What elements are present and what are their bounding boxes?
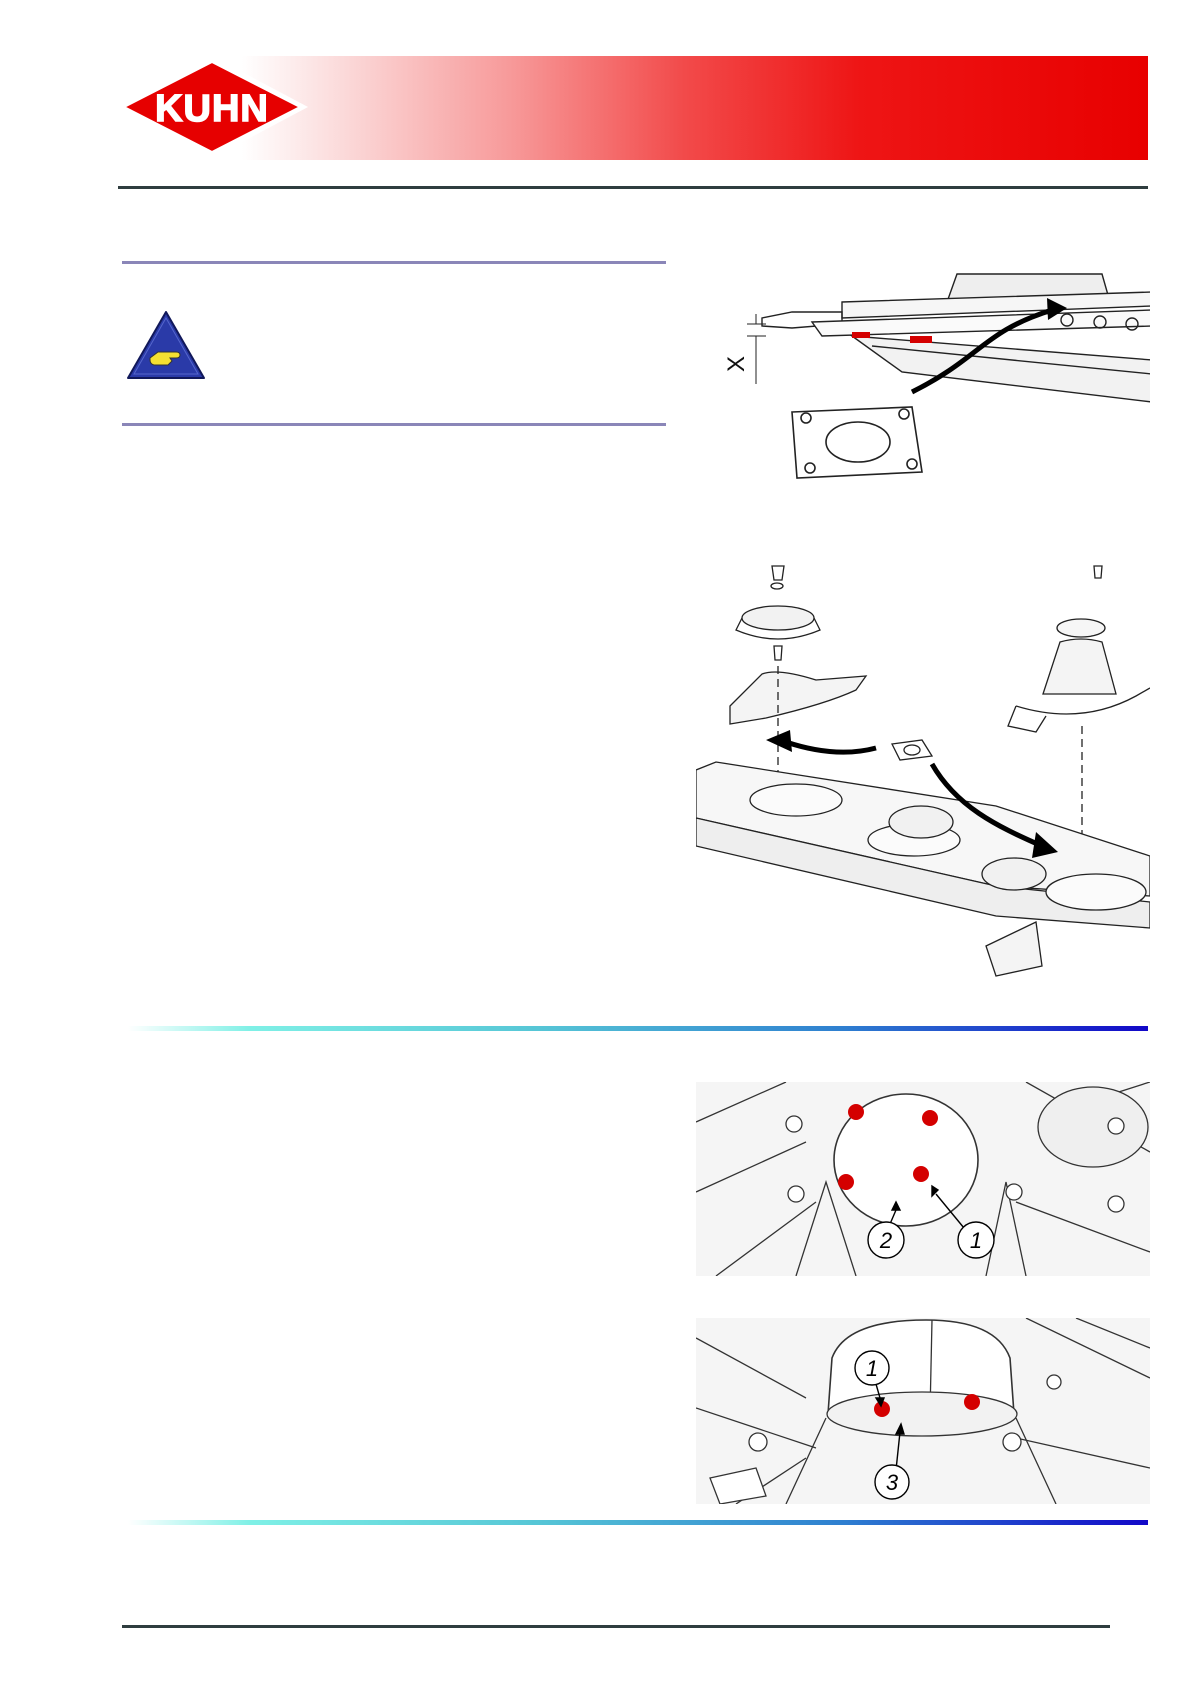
section-separator-bottom bbox=[128, 1520, 1148, 1525]
note-rule-bottom bbox=[122, 423, 666, 426]
cutter-bar-exploded-figure bbox=[696, 556, 1150, 988]
dimension-label-x: X bbox=[723, 355, 750, 373]
callout-1: 1 bbox=[969, 1228, 983, 1253]
footer-rule bbox=[122, 1625, 1110, 1628]
section-separator bbox=[128, 1026, 1148, 1031]
callout-2: 2 bbox=[879, 1228, 893, 1253]
header-rule bbox=[118, 186, 1148, 189]
note-rule-top bbox=[122, 261, 666, 264]
callout-1-bottom: 1 bbox=[865, 1356, 879, 1381]
drum-cover-bolts-figure bbox=[696, 1082, 1150, 1276]
pointing-hand-warning-icon bbox=[124, 308, 208, 384]
kuhn-logo bbox=[112, 52, 312, 162]
drum-base-bolts-figure bbox=[696, 1318, 1150, 1504]
brand-name: KUHN bbox=[155, 88, 269, 130]
spacer-adjustment-figure bbox=[722, 262, 1150, 484]
callout-3: 3 bbox=[885, 1470, 899, 1495]
